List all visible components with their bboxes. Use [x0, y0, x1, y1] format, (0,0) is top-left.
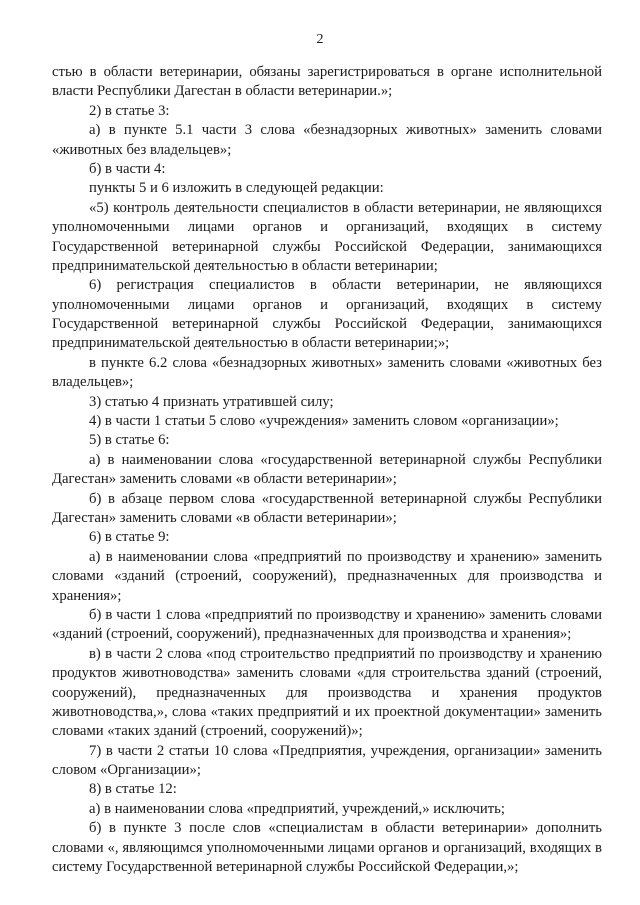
document-paragraph: 6) в статье 9: — [89, 529, 170, 546]
document-paragraph: 3) статью 4 признать утратившей силу; — [89, 393, 334, 410]
document-paragraph: пункты 5 и 6 изложить в следующей редакции: — [89, 180, 384, 197]
document-paragraph: в) в части 2 слова «под строительство предприятий по производству и хранению продуктов животноводства» заменить словами «для строительства зданий (строений, сооружений), предназначенных для производства и хранения продуктов животноводства,», слова «таких предприятий и их проектной документации» заменить словами «таких зданий (строений, сооружений)»; — [52, 645, 602, 740]
document-paragraph: 6) регистрация специалистов в области ветеринарии, не являющихся уполномоченными лицами органов и организаций, входящих в систему Государственной ветеринарной службы Российской Федерации, занимающихся предпринимательской деятельностью в области ветеринарии;»; — [52, 277, 602, 352]
document-paragraph: стью в области ветеринарии, обязаны зарегистрироваться в органе исполнительной власти Республики Дагестан в области ветеринарии.»; — [52, 64, 602, 100]
document-paragraph: «5) контроль деятельности специалистов в области ветеринарии, не являющихся уполномоченными лицами органов и организаций, входящих в систему Государственной ветеринарной службы Российской Федерации, занимающихся предпринимательской деятельностью в области ветеринарии; — [52, 199, 602, 274]
document-paragraph: 4) в части 1 статьи 5 слово «учреждения» заменить словом «организации»; — [89, 413, 559, 430]
page-number: 2 — [316, 32, 324, 47]
document-body — [52, 63, 602, 877]
document-paragraph: а) в наименовании слова «государственной ветеринарной службы Республики Дагестан» заменить словами «в области ветеринарии»; — [52, 451, 602, 488]
document-paragraph: а) в наименовании слова «предприятий, учреждений,» исключить; — [89, 800, 505, 817]
document-paragraph: 5) в статье 6: — [89, 432, 170, 449]
document-paragraph: а) в наименовании слова «предприятий по производству и хранению» заменить словами «зданий (строений, сооружений), предназначенных для производства и хранения»; — [52, 548, 602, 604]
document-paragraph: а) в пункте 5.1 части 3 слова «безнадзорных животных» заменить словами «животных без владельцев»; — [52, 122, 602, 158]
document-paragraph: 2) в статье 3: — [89, 102, 170, 119]
document-paragraph: 7) в части 2 статьи 10 слова «Предприятия, учреждения, организации» заменить словом «Организации»; — [52, 742, 602, 779]
document-paragraph: б) в абзаце первом слова «государственной ветеринарной службы Республики Дагестан» заменить словами «в области ветеринарии»; — [52, 490, 602, 526]
document-paragraph: 8) в статье 12: — [89, 781, 177, 798]
document-paragraph: б) в части 4: — [89, 160, 166, 177]
document-paragraph: в пункте 6.2 слова «безнадзорных животных» заменить словами «животных без владельцев»; — [52, 354, 602, 391]
document-paragraph: б) в пункте 3 после слов «специалистам в области ветеринарии» дополнить словами «, являющимся уполномоченными лицами органов и организаций, входящих в систему Государственной ветеринарной службы Российской Федерации,»; — [52, 820, 602, 876]
document-paragraph: б) в части 1 слова «предприятий по производству и хранению» заменить словами «зданий (строений, сооружений), предназначенных для производства и хранения»; — [52, 606, 602, 643]
